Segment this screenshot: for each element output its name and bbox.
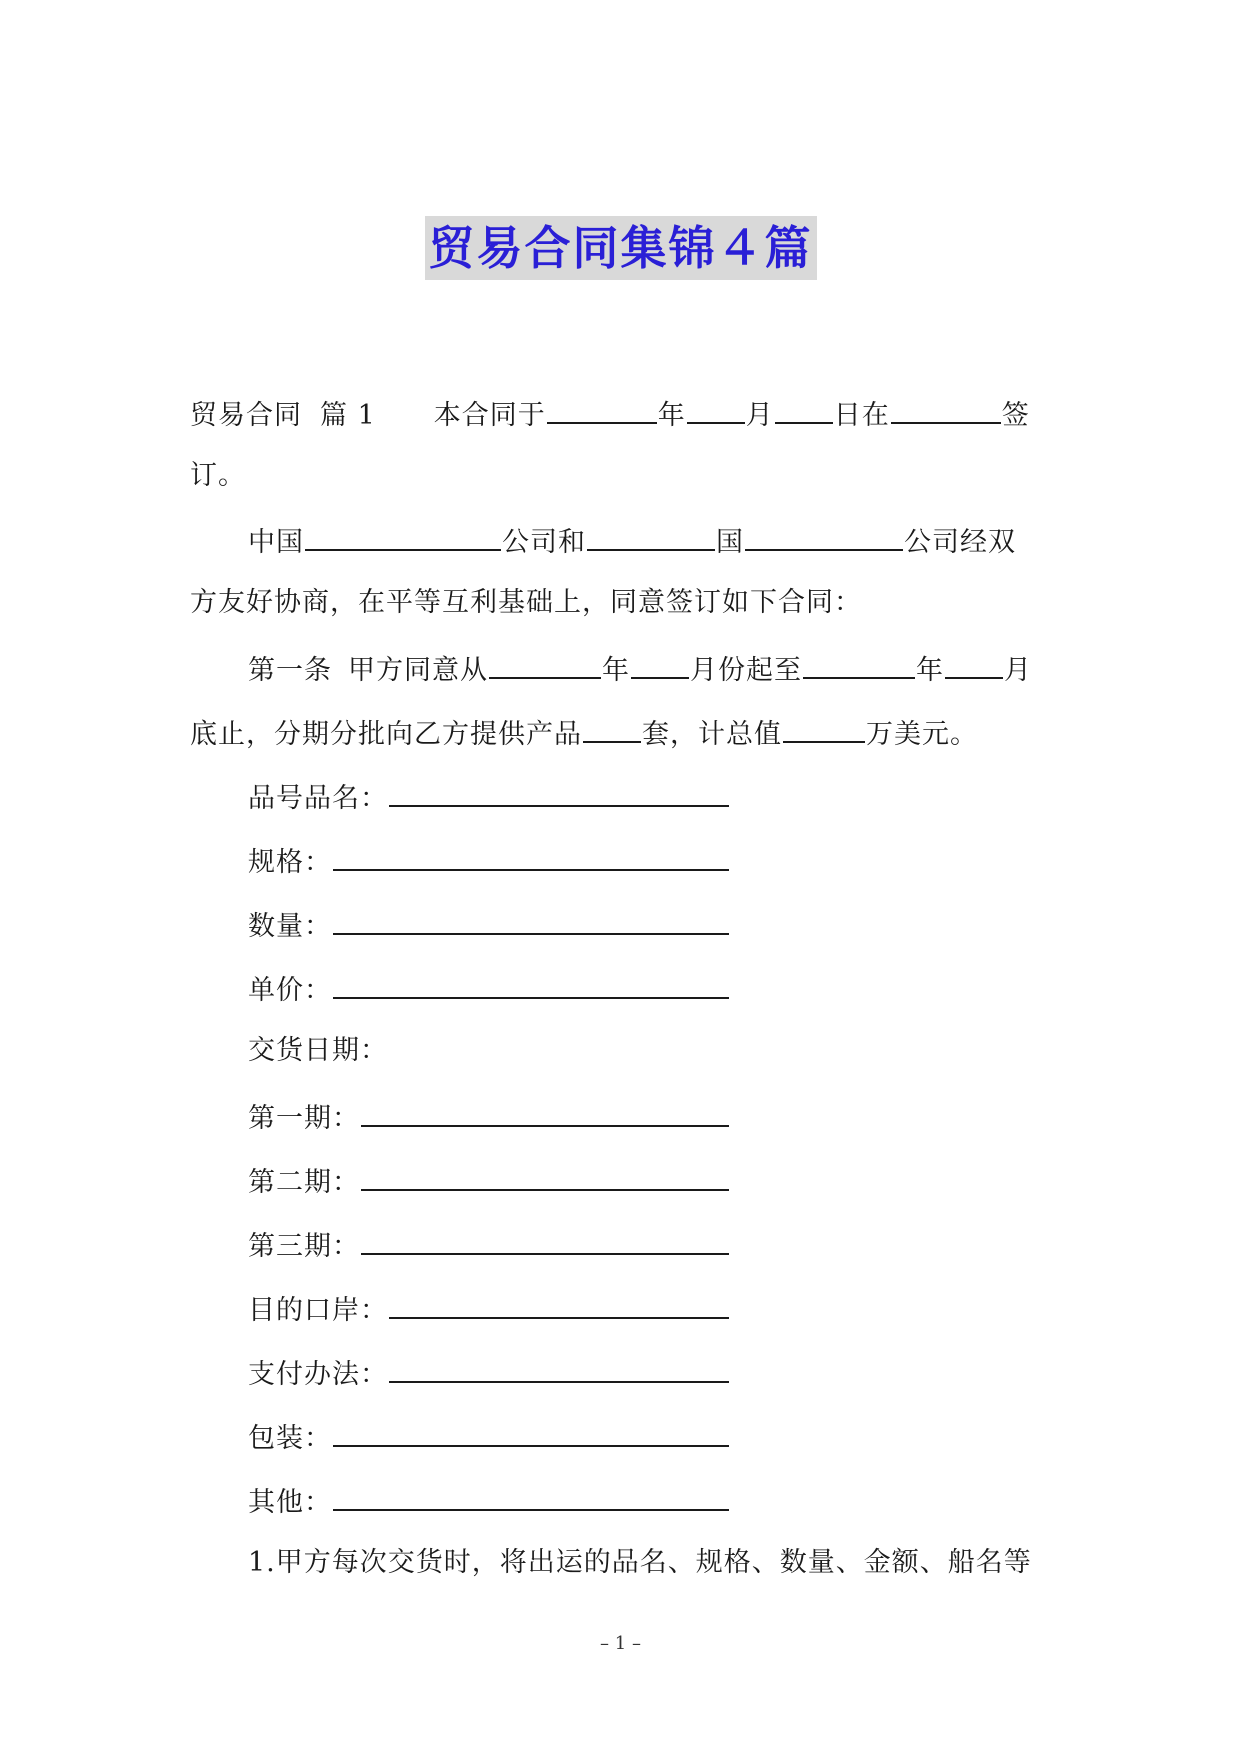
field-label: 支付办法： (248, 1359, 388, 1390)
blank-start-month (631, 647, 689, 679)
total-label: 套，计总值 (642, 719, 782, 750)
month-label: 月 (745, 400, 774, 431)
sign-label: 签 (1001, 400, 1030, 431)
field-blank (389, 1351, 729, 1383)
blank-sets (583, 711, 641, 743)
field-destination-port (248, 1287, 730, 1331)
intro-text: 本合同于 (433, 400, 546, 431)
document-title: 贸易合同集锦４篇 (425, 216, 817, 280)
field-payment (248, 1351, 730, 1395)
end-year-label: 年 (916, 655, 944, 686)
field-label: 包装： (248, 1423, 332, 1454)
field-blank (333, 1479, 729, 1511)
field-blank (333, 903, 729, 935)
field-phase-3 (248, 1223, 730, 1267)
company-and-label: 公司和 (502, 527, 586, 558)
field-quantity (248, 903, 730, 947)
field-label: 第一期： (248, 1103, 360, 1134)
field-label: 第二期： (248, 1167, 360, 1198)
article1-text: 甲方同意从 (348, 655, 488, 686)
field-packing (248, 1415, 730, 1459)
year-label: 年 (657, 400, 686, 431)
field-spec (248, 839, 730, 883)
china-label: 中国 (248, 527, 304, 558)
intro-line-2 (190, 456, 1060, 496)
item1-text: 1.甲方每次交货时，将出运的品名、规格、数量、金额、船名等 (248, 1547, 1032, 1578)
parties-line-2 (190, 583, 1060, 623)
item1-line (248, 1543, 1118, 1583)
field-delivery-date (248, 1031, 388, 1071)
blank-foreign-company (745, 519, 903, 551)
blank-country (587, 519, 715, 551)
article1-text-2: 底止，分期分批向乙方提供产品 (190, 719, 582, 750)
field-unit-price (248, 967, 730, 1011)
month-to-label: 月份起至 (690, 655, 802, 686)
sign-end: 订。 (190, 460, 246, 491)
blank-start-year (489, 647, 601, 679)
intro-line (190, 392, 1060, 436)
blank-year (547, 392, 657, 424)
field-phase-2 (248, 1159, 730, 1203)
field-label: 单价： (248, 975, 332, 1006)
field-label: 品号品名： (248, 783, 388, 814)
blank-end-month (945, 647, 1003, 679)
parties-line (248, 519, 1118, 563)
article1-line-2 (190, 711, 1060, 755)
contract-heading: 贸易合同 (190, 400, 302, 431)
parties-text: 方友好协商，在平等互利基础上，同意签订如下合同： (190, 587, 862, 618)
blank-china-company (305, 519, 501, 551)
field-blank (361, 1095, 729, 1127)
article1-line (248, 647, 1118, 691)
usd-label: 万美元。 (866, 719, 978, 750)
field-blank (333, 1415, 729, 1447)
blank-place (891, 392, 1001, 424)
field-blank (361, 1159, 729, 1191)
field-phase-1 (248, 1095, 730, 1139)
field-label: 数量： (248, 911, 332, 942)
company-both-label: 公司经双 (904, 527, 1016, 558)
field-blank (389, 1287, 729, 1319)
field-product-name (248, 775, 730, 819)
field-blank (333, 967, 729, 999)
field-label: 其他： (248, 1487, 332, 1518)
page-number: – 1 – (600, 1633, 641, 1654)
country-label: 国 (716, 527, 744, 558)
contract-part: 篇 1 (320, 400, 376, 431)
end-month-label: 月 (1004, 655, 1032, 686)
field-blank (389, 775, 729, 807)
article1-label: 第一条 (248, 655, 332, 686)
field-blank (333, 839, 729, 871)
blank-month (687, 392, 745, 424)
blank-end-year (803, 647, 915, 679)
blank-total (783, 711, 865, 743)
field-other (248, 1479, 730, 1523)
field-label: 第三期： (248, 1231, 360, 1262)
field-label: 规格： (248, 847, 332, 878)
day-at-label: 日在 (833, 400, 890, 431)
start-year-label: 年 (602, 655, 630, 686)
field-label: 交货日期： (248, 1035, 388, 1066)
field-blank (361, 1223, 729, 1255)
field-label: 目的口岸： (248, 1295, 388, 1326)
blank-day (775, 392, 833, 424)
title-wrap (0, 216, 1241, 280)
